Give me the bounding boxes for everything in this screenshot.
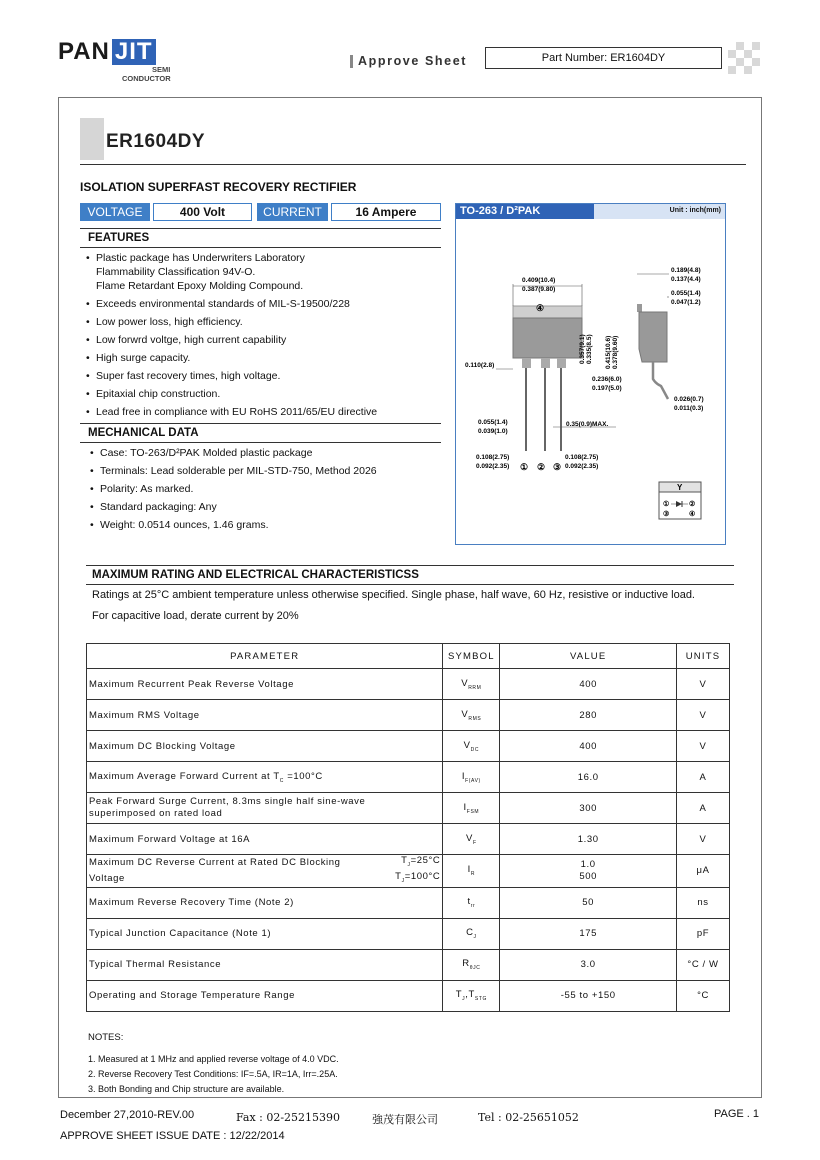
dim-lead-2: 0.197(5.0)	[592, 385, 622, 392]
note-item: 2. Reverse Recovery Test Conditions: IF=.5A, IR=1A, Irr=.25A.	[88, 1069, 338, 1079]
feature-item: • Exceeds environmental standards of MIL-S-19500/228	[86, 297, 444, 311]
logo-text-pan: PAN	[58, 38, 110, 65]
dim-side-1: 0.189(4.8)	[671, 267, 701, 274]
pin-3-label: ③	[553, 462, 562, 472]
package-tab	[513, 306, 582, 318]
mechanical-item: • Weight: 0.0514 ounces, 1.46 grams.	[90, 518, 448, 532]
feature-item: • Epitaxial chip construction.	[86, 387, 444, 401]
note-item: 3. Both Bonding and Chip structure are available.	[88, 1084, 285, 1094]
dim-pitch-1: 0.055(1.4)	[478, 419, 508, 426]
package-label: TO-263 / D²PAK	[456, 204, 594, 219]
table-row: Maximum RMS Voltage $V_{RMS}$ 280 V	[87, 700, 730, 731]
pin-1-label: ①	[520, 462, 529, 472]
table-row: Typical Thermal Resistance $R_{\theta JC}$ 3.0 °C / W	[87, 949, 730, 980]
dim-height-4: 0.378(9.60)	[612, 335, 619, 369]
feature-item: • Lead free in compliance with EU RoHS 2011/65/EU directive	[86, 405, 444, 419]
col-symbol: SYMBOL	[443, 644, 500, 669]
dim-side-4: 0.047(1.2)	[671, 299, 701, 306]
mechanical-item: • Case: TO-263/D²PAK Molded plastic package	[90, 446, 448, 460]
checker-decoration-icon	[728, 42, 762, 76]
features-list	[86, 251, 444, 419]
feature-item: • Plastic package has Underwriters Laboratory	[86, 251, 444, 265]
mechanical-item: • Terminals: Lead solderable per MIL-STD-750, Method 2026	[90, 464, 448, 478]
features-heading: FEATURES	[80, 228, 441, 248]
dim-max: 0.35(0.9)MAX.	[566, 421, 609, 428]
pinout-pin-1: ①	[663, 501, 670, 508]
logo-sub-conductor: CONDUCTOR	[122, 74, 171, 83]
table-row: Typical Junction Capacitance (Note 1) $C_J$ 175 pF	[87, 918, 730, 949]
spec-table	[86, 643, 730, 1012]
dim-thick-1: 0.026(0.7)	[674, 396, 704, 403]
footer-date: December 27,2010-REV.00	[60, 1109, 195, 1121]
pinout-y-label: Y	[677, 483, 683, 492]
feature-item: Flame Retardant Epoxy Molding Compound.	[96, 280, 304, 292]
mechanical-item: • Polarity: As marked.	[90, 482, 448, 496]
pinout-pin-2: ②	[689, 501, 696, 508]
title-accent	[80, 118, 104, 160]
package-body	[513, 318, 582, 358]
ratings-note-2: For capacitive load, derate current by 20%	[92, 610, 299, 622]
table-row: Maximum Recurrent Peak Reverse Voltage $V_{RRM}$ 400 V	[87, 669, 730, 700]
feature-item: • High surge capacity.	[86, 351, 444, 365]
feature-item: • Low forwrd voltge, high current capability	[86, 333, 444, 347]
dim-span-3: 0.108(2.75)	[565, 454, 599, 461]
ratings-note-1: Ratings at 25°C ambient temperature unless otherwise specified. Single phase, half wave, 60 Hz, resistive or inductive load.	[92, 589, 695, 601]
dim-thick-2: 0.011(0.3)	[674, 405, 704, 412]
col-parameter: PARAMETER	[87, 644, 443, 669]
pinout-pin-4: ④	[689, 511, 696, 518]
footer-fax: Fax : 02-25215390	[236, 1111, 341, 1124]
table-row: Maximum Forward Voltage at 16A $V_F$ 1.30 V	[87, 824, 730, 855]
page-title: ER1604DY	[106, 131, 206, 152]
dim-side-3: 0.055(1.4)	[671, 290, 701, 297]
dim-pitch-2: 0.039(1.0)	[478, 428, 508, 435]
voltage-tag-label: VOLTAGE	[80, 203, 150, 221]
dim-span-1: 0.108(2.75)	[476, 454, 510, 461]
part-number-box: Part Number: ER1604DY	[485, 47, 722, 69]
pin-4-label: ④	[536, 303, 545, 313]
col-value: VALUE	[500, 644, 677, 669]
dim-lead-1: 0.236(6.0)	[592, 376, 622, 383]
dim-height-3: 0.415(10.6)	[605, 335, 612, 369]
table-header-row	[87, 644, 730, 669]
dim-side-2: 0.137(4.4)	[671, 276, 701, 283]
package-drawing-box	[455, 203, 726, 545]
table-row: Operating and Storage Temperature Range $T_J,T_{STG}$ -55 to +150 °C	[87, 980, 730, 1011]
voltage-tag-value: 400 Volt	[153, 203, 252, 221]
mechanical-item: • Standard packaging: Any	[90, 500, 448, 514]
dim-span-4: 0.092(2.35)	[565, 463, 599, 470]
approve-sheet-label: Approve Sheet	[358, 54, 468, 68]
notes-heading: NOTES:	[88, 1032, 124, 1043]
title-divider	[80, 164, 746, 165]
current-tag-value: 16 Ampere	[331, 203, 441, 221]
table-row: Maximum DC Reverse Current at Rated DC Blocking $T_J=25^\circ C$ Voltage $T_J=100^\circ C$ $I_R$ 1.0 500 μA	[87, 855, 730, 888]
table-row: Maximum DC Blocking Voltage $V_{DC}$ 400 V	[87, 731, 730, 762]
col-units: UNITS	[677, 644, 730, 669]
footer-page: PAGE . 1	[714, 1108, 760, 1120]
footer-tel: Tel : 02-25651052	[478, 1111, 579, 1124]
package-outline-drawing	[456, 219, 725, 544]
dim-tab: 0.110(2.8)	[465, 362, 495, 369]
note-item: 1. Measured at 1 MHz and applied reverse voltage of 4.0 VDC.	[88, 1054, 339, 1064]
feature-item: • Low power loss, high efficiency.	[86, 315, 444, 329]
current-tag-label: CURRENT	[257, 203, 328, 221]
footer-issue-date: APPROVE SHEET ISSUE DATE : 12/22/2014	[60, 1130, 285, 1142]
package-unit: Unit : inch(mm)	[669, 207, 721, 214]
feature-item: • Super fast recovery times, high voltage.	[86, 369, 444, 383]
logo-text-jit: JIT	[112, 39, 156, 65]
pinout-pin-3: ③	[663, 511, 670, 518]
logo-sub-semi: SEMI	[152, 65, 171, 74]
table-row: Peak Forward Surge Current, 8.3ms single half sine-wave superimposed on rated load $I_{FSM}$ 300 A	[87, 793, 730, 824]
table-row: Maximum Reverse Recovery Time (Note 2) $t_{rr}$ 50 ns	[87, 887, 730, 918]
dim-height-2: 0.335(8.5)	[586, 334, 593, 364]
mechanical-heading: MECHANICAL DATA	[80, 423, 441, 443]
dim-width-1: 0.409(10.4)	[522, 277, 556, 284]
footer-company: 強茂有限公司	[372, 1113, 438, 1126]
mechanical-list	[90, 446, 448, 532]
table-row: Maximum Average Forward Current at $T_C =100^\circ C$ $I_{F(AV)}$ 16.0 A	[87, 762, 730, 793]
product-subtitle: ISOLATION SUPERFAST RECOVERY RECTIFIER	[80, 180, 357, 194]
ratings-heading: MAXIMUM RATING AND ELECTRICAL CHARACTERISTICSS	[86, 565, 734, 585]
dim-width-2: 0.387(9.80)	[522, 286, 556, 293]
dim-span-2: 0.092(2.35)	[476, 463, 510, 470]
feature-item: Flammability Classification 94V-O.	[96, 266, 256, 278]
pin-2-label: ②	[537, 462, 546, 472]
dim-height-1: 0.357(9.1)	[579, 334, 586, 364]
panjit-logo	[58, 38, 171, 83]
